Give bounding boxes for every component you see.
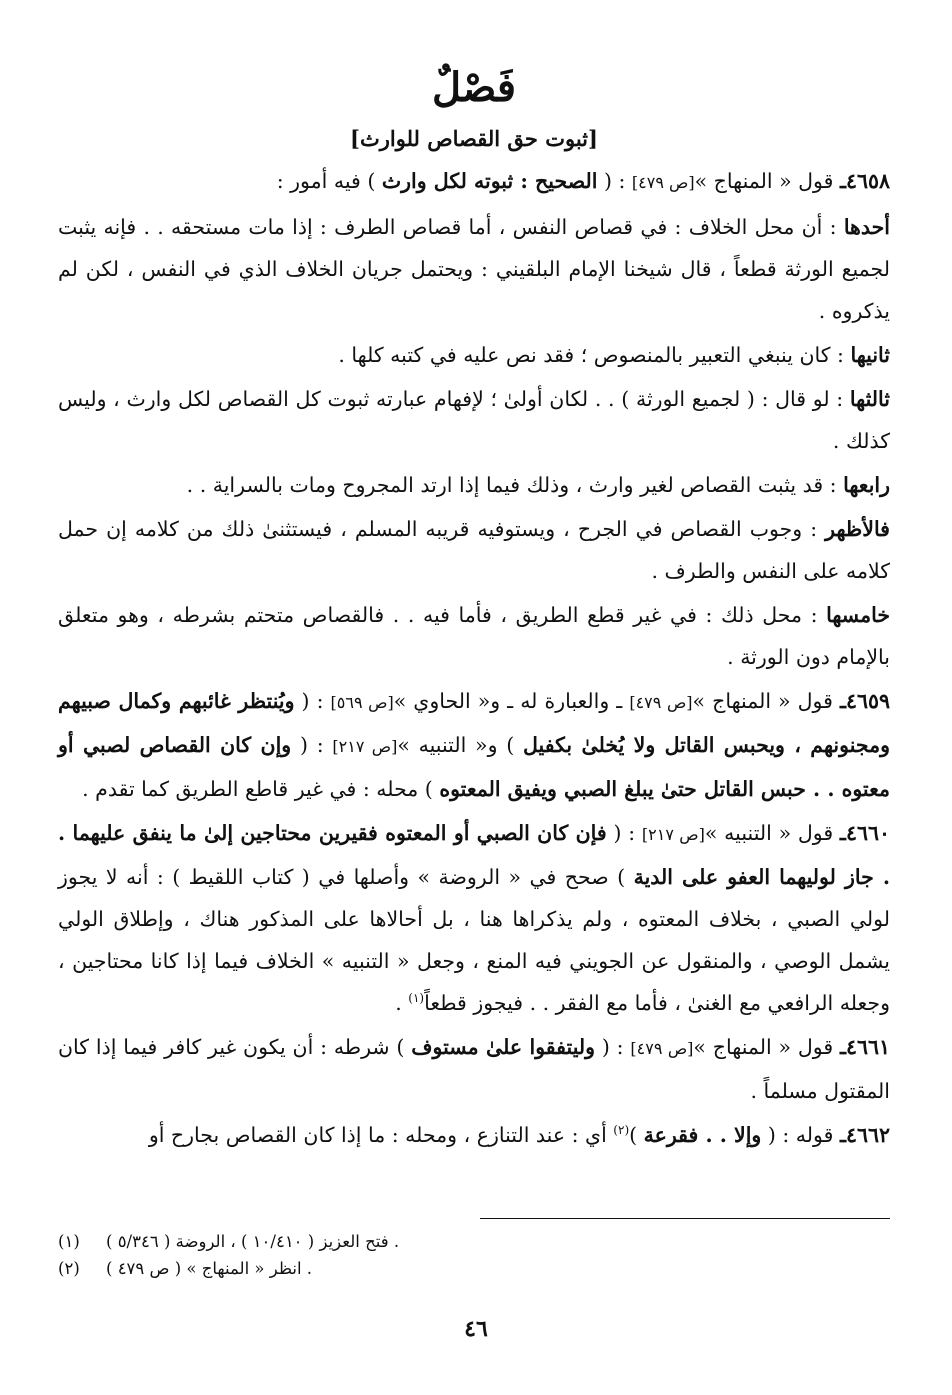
text-run: ) محله : في غير قاطع الطريق كما تقدم . xyxy=(82,777,440,801)
page-reference: [ص ٤٧٩] xyxy=(631,173,695,192)
paragraph xyxy=(58,378,890,462)
text-run: قول « المنهاج » xyxy=(693,1035,840,1059)
text-run: : كان ينبغي التعبير بالمنصوص ؛ فقد نص عليه في كتبه كلها . xyxy=(338,343,851,367)
text-run: أي : عند التنازع ، ومحله : ما إذا كان القصاص بجارح أو xyxy=(148,1123,614,1147)
text-run: ) xyxy=(629,1123,644,1147)
bold-text: الصحيح : ثبوته لكل وارث xyxy=(381,169,598,193)
bold-text: أحدها xyxy=(843,215,890,239)
text-run: : لو قال : ( لجميع الورثة ) . . لكان أولىٰ ؛ لإفهام عبارته ثبوت كل القصاص لكل وارث ، وليس كذلك . xyxy=(58,387,890,453)
bold-text: وإلا . . فقرعة xyxy=(643,1123,762,1147)
bold-text: وليتفقوا علىٰ مستوف xyxy=(411,1035,596,1059)
text-run: : قد يثبت القصاص لغير وارث ، وذلك فيما إذا ارتد المجروح ومات بالسراية . . xyxy=(186,473,844,497)
bold-text: ويُنتظر غائبهم وكمال صبيهم ومجنونهم ، ويحبس القاتل ولا يُخلىٰ بكفيل xyxy=(58,689,890,757)
bold-text: فالأظهر xyxy=(825,517,890,541)
text-run: : محل ذلك : في غير قطع الطريق ، فأما فيه . . فالقصاص متحتم بشرطه ، وهو متعلق بالإمام دون الورثة . xyxy=(58,603,890,669)
bold-text: ثانيها xyxy=(850,343,890,367)
text-run: : ( xyxy=(606,821,642,845)
body-text xyxy=(58,160,890,1156)
footnote xyxy=(58,1228,890,1255)
paragraph xyxy=(58,1114,890,1156)
bold-text: ٤٦٦٢ـ xyxy=(839,1123,890,1147)
footnote-divider xyxy=(480,1218,890,1219)
bold-text: ٤٦٦٠ـ xyxy=(839,821,890,845)
section-ornament-title: فَصْلٌ xyxy=(431,64,517,111)
page-reference: [ص ٤٧٩] xyxy=(630,1039,694,1058)
paragraph xyxy=(58,160,890,204)
page-reference: [ص ٤٧٩] xyxy=(629,693,693,712)
page-reference: [ص ٢١٧] xyxy=(641,825,705,844)
text-run: ) و« التنبيه » xyxy=(397,733,523,757)
paragraph xyxy=(58,464,890,506)
bold-text: ٤٦٦١ـ xyxy=(839,1035,890,1059)
paragraph xyxy=(58,594,890,678)
footnotes xyxy=(58,1228,890,1282)
text-run: ) صحح في « الروضة » وأصلها في ( كتاب اللقيط ) : أنه لا يجوز لولي الصبي ، بخلاف المعتوه ، ولم يذكراها هنا ، بل أحالاها على المذكور هناك ، وإطلاق الولي يشمل الوصي ، والمنقول عن الجويني فيه المنع ، وجعل « التنبيه » الخلاف فيما إذا كانا محتاجين ، وجعله الرافعي مع الغنىٰ ، فأما مع الفقر . . فيجوز قطعاً xyxy=(58,865,890,1015)
text-run: ) فيه أمور : xyxy=(276,169,382,193)
text-run: : ( xyxy=(595,1035,631,1059)
paragraph xyxy=(58,680,890,810)
bold-text: رابعها xyxy=(843,473,890,497)
bold-text: ٤٦٥٩ـ xyxy=(839,689,890,713)
page-reference: [ص ٥٦٩] xyxy=(330,693,394,712)
paragraph xyxy=(58,1026,890,1112)
text-run: قول « المنهاج » xyxy=(692,689,840,713)
text-run: : ( xyxy=(294,689,331,713)
page-number: ٤٦ xyxy=(464,1316,488,1342)
text-run: ) شرطه : أن يكون غير كافر فيما إذا كان المقتول مسلماً . xyxy=(58,1035,890,1103)
footnote-number: (١) xyxy=(58,1232,80,1251)
text-run: قول « المنهاج » xyxy=(694,169,840,193)
text-run: قوله : ( xyxy=(761,1123,840,1147)
bold-text: ٤٦٥٨ـ xyxy=(839,169,890,193)
footnote xyxy=(58,1255,890,1282)
bold-text: ثالثها xyxy=(849,387,890,411)
bold-text: فإن كان الصبي أو المعتوه فقيرين محتاجين إلىٰ ما ينفق عليهما . . جاز لوليهما العفو على الدية xyxy=(58,821,890,889)
bold-text: خامسها xyxy=(826,603,890,627)
text-run: ـ والعبارة له ـ و« الحاوي » xyxy=(393,689,630,713)
footnote-text: انظر « المنهاج » ( ص ٤٧٩ ) . xyxy=(106,1259,313,1278)
paragraph xyxy=(58,334,890,376)
footnote-marker: (٢) xyxy=(613,1123,630,1138)
footnote-marker: (١) xyxy=(408,991,425,1006)
footnote-number: (٢) xyxy=(58,1259,80,1278)
text-run: : ( xyxy=(291,733,333,757)
paragraph xyxy=(58,812,890,1024)
paragraph xyxy=(58,206,890,332)
page-reference: [ص ٢١٧] xyxy=(332,737,398,756)
paragraph xyxy=(58,508,890,592)
text-run: قول « التنبيه » xyxy=(704,821,840,845)
text-run: : وجوب القصاص في الجرح ، ويستوفيه قريبه المسلم ، فيستثنىٰ ذلك من كلامه إن حمل كلامه على النفس والطرف . xyxy=(58,517,890,583)
section-heading: [ثبوت حق القصاص للوارث] xyxy=(350,126,598,151)
text-run: : ( xyxy=(597,169,632,193)
footnote-text: فتح العزيز ( ١٠/٤١٠ ) ، الروضة ( ٥/٣٤٦ ) . xyxy=(106,1232,400,1251)
text-run: : أن محل الخلاف : في قصاص النفس ، أما قصاص الطرف : إذا مات مستحقه . . فإنه يثبت لجميع الورثة قطعاً ، قال شيخنا الإمام البلقيني : ويحتمل جريان الخلاف الذي في النفس ، لكن لم يذكروه . xyxy=(58,215,890,323)
text-run: . xyxy=(395,991,409,1015)
bold-text: وإن كان القصاص لصبي أو معتوه . . حبس القاتل حتىٰ يبلغ الصبي ويفيق المعتوه xyxy=(58,733,890,801)
